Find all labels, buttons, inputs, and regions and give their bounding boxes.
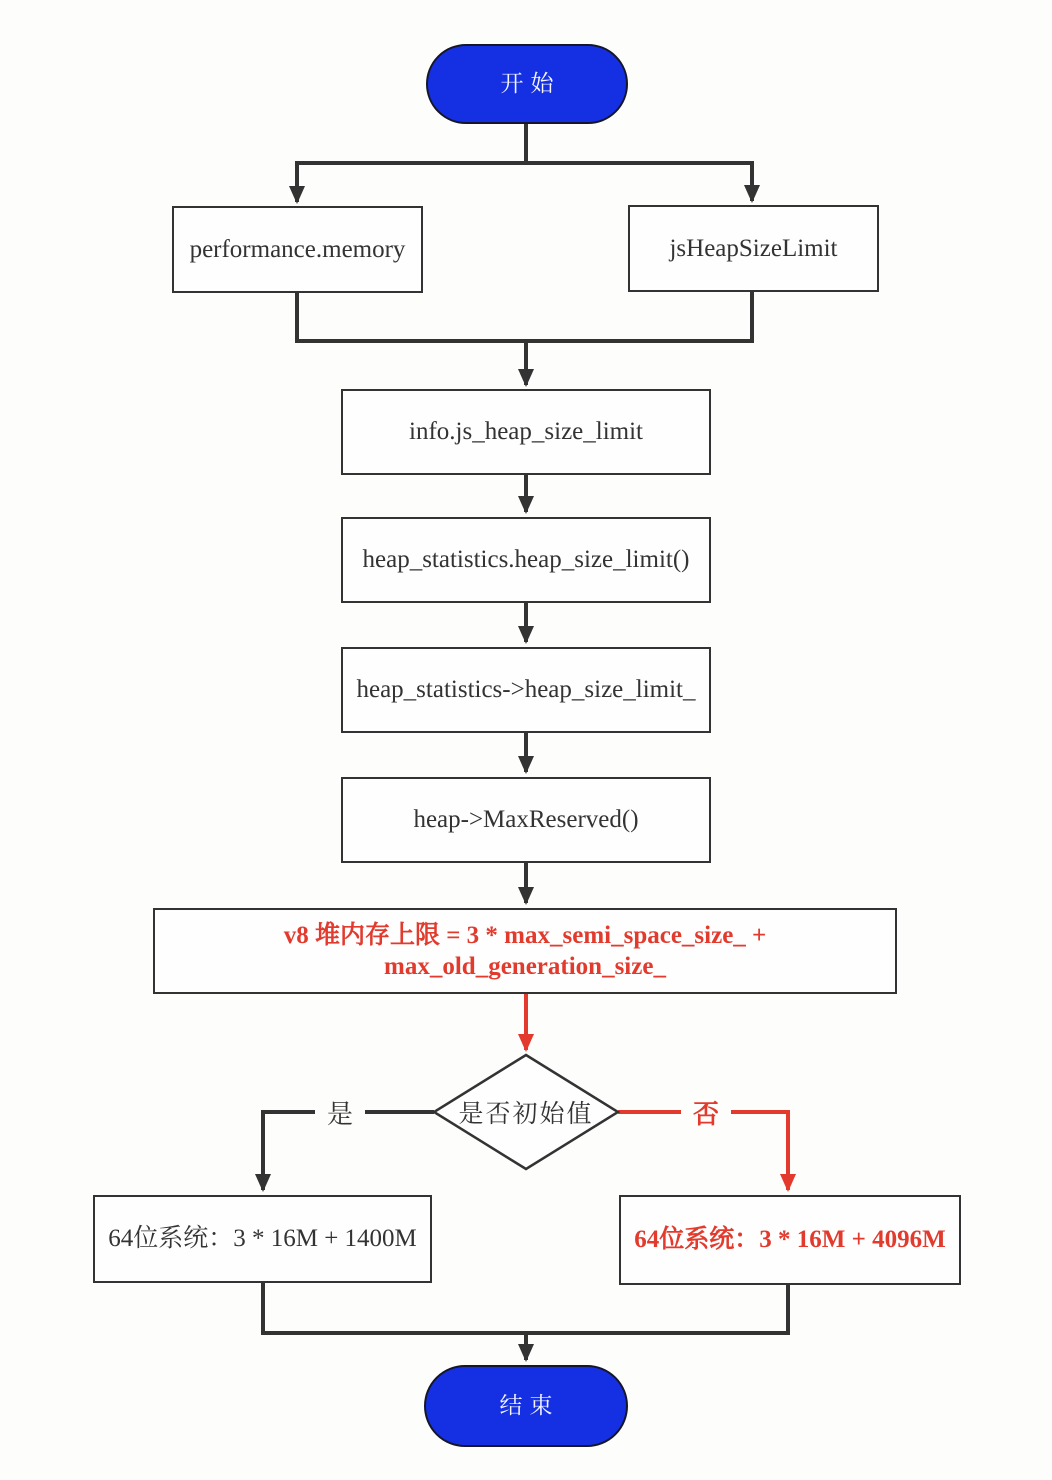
heap-statistics-pointer-node: heap_statistics->heap_size_limit_	[341, 647, 711, 733]
yes-edge-label: 是	[315, 1094, 365, 1130]
heap-statistics-heap-size-limit-node: heap_statistics.heap_size_limit()	[341, 517, 711, 603]
performance-memory-node: performance.memory	[172, 206, 423, 293]
result-custom-node: 64位系统：3 * 16M + 4096M	[619, 1195, 961, 1285]
end-node: 结束	[424, 1365, 628, 1447]
info-js-heap-size-limit-node: info.js_heap_size_limit	[341, 389, 711, 475]
heap-max-reserved-node: heap->MaxReserved()	[341, 777, 711, 863]
decision-node-label: 是否初始值	[458, 1101, 594, 1128]
js-heap-size-limit-node: jsHeapSizeLimit	[628, 205, 879, 292]
v8-heap-limit-formula-node: v8 堆内存上限 = 3 * max_semi_space_size_ + max_old_generation_size_	[153, 908, 897, 994]
no-edge-label: 否	[681, 1094, 731, 1130]
edge-results-merge	[263, 1283, 788, 1333]
start-node: 开始	[426, 44, 628, 124]
result-default-node: 64位系统：3 * 16M + 1400M	[93, 1195, 432, 1283]
